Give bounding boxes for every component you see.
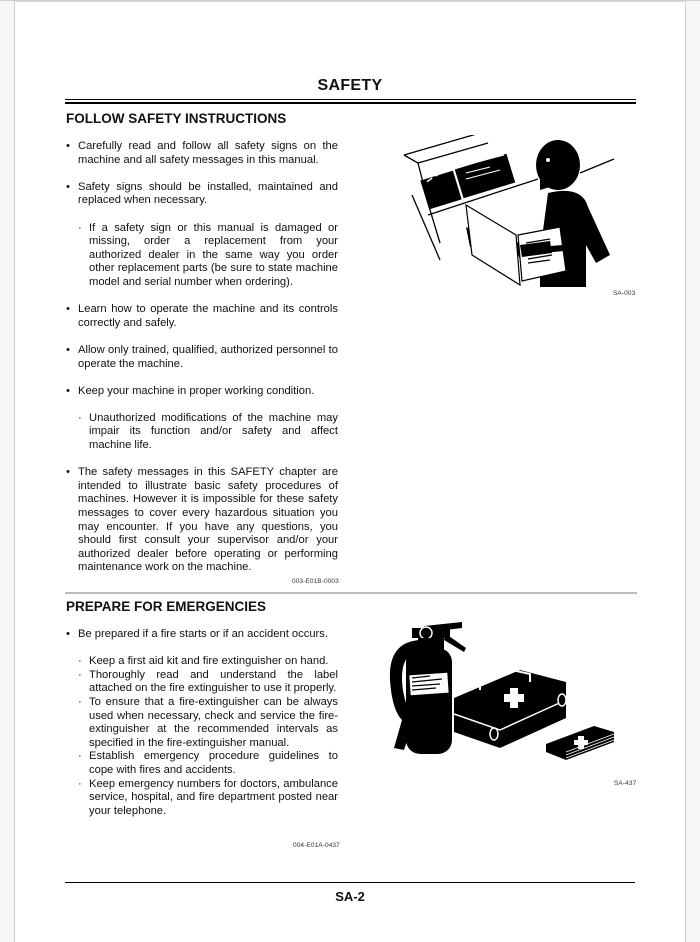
page-number: SA-2 [335,889,365,904]
list-subitem [66,655,338,669]
figure-label: SA-437 [614,780,637,787]
bullet-marker: • [66,466,70,479]
sub-marker: · [78,777,82,790]
list-subitem [66,750,338,777]
bullet-marker: • [66,303,70,316]
item-text: Keep your machine in proper working condition. [78,384,315,397]
sub-marker: · [78,668,82,681]
list-item [66,628,338,642]
item-text: Allow only trained, qualified, authorized personnel to operate the machine. [78,343,338,370]
safety-sign-icon [420,154,515,210]
bullet-marker: • [66,140,70,152]
section-heading-prepare-emergencies: PREPARE FOR EMERGENCIES [66,599,267,614]
item-text: Unauthorized modifications of the machine may impair its function and/or safety and affect machine life. [89,411,338,452]
list-item [66,466,338,575]
sub-marker: · [78,655,82,668]
doc-code: 004-E01A-0437 [293,842,340,849]
section-heading-follow-safety: FOLLOW SAFETY INSTRUCTIONS [66,111,287,126]
list-subitem [66,778,338,819]
section-1-text [66,140,338,575]
header-rule-thick [65,102,636,104]
list-subitem [66,222,338,290]
figure-label: SA-003 [613,290,636,297]
person-reading-manual-illustration [400,135,640,290]
list-subitem [66,412,338,453]
list-item [66,385,338,399]
item-text: Thoroughly read and understand the label attached on the fire extinguisher to use it properly. [89,668,338,695]
sub-marker: · [78,750,82,763]
item-text: Establish emergency procedure guidelines to cope with fires and accidents. [89,750,338,776]
sub-marker: · [78,695,82,708]
list-item [66,140,338,167]
item-text: To ensure that a fire-extinguisher can be always used when necessary, check and service the fire-extinguisher at the recommended intervals as specified in the fire-extinguisher manual. [89,695,338,749]
header-rule-thin [65,99,636,100]
item-text: Carefully read and follow all safety signs on the machine and all safety messages in this manual. [78,140,338,166]
list-subitem [66,696,338,750]
item-text: Keep emergency numbers for doctors, ambulance service, hospital, and fire department posted near your telephone. [89,777,338,817]
list-subitem [66,669,338,696]
section-2-text [66,628,338,818]
page-title: SAFETY [317,77,383,94]
bullet-marker: • [66,343,70,356]
doc-code: 003-E01B-0003 [292,578,339,585]
list-item [66,181,338,208]
footer-rule [65,882,635,883]
item-text: The safety messages in this SAFETY chapter are intended to illustrate basic safety procedures of machines. However it is impossible for these safety messages to cover every hazardous situation you may encounter. If you have any questions, you should first consult your supervisor and/or your authorized dealer before operating or performing maintenance work on the machine. [78,466,338,574]
item-text: Learn how to operate the machine and its controls correctly and safely. [78,303,338,329]
list-item [66,303,338,330]
bullet-marker: • [66,384,70,397]
bullet-marker: • [66,628,70,640]
section-divider [65,592,637,594]
list-item [66,344,338,371]
bullet-marker: • [66,180,70,193]
item-text: Safety signs should be installed, maintained and replaced when necessary. [78,180,338,207]
item-text: Be prepared if a fire starts or if an accident occurs. [78,628,328,640]
item-text: If a safety sign or this manual is damaged or missing, order a replacement from your authorized dealer in the same way you order other replacement parts (be sure to state machine model and serial number when ordering). [89,221,338,288]
fire-extinguisher-first-aid-illustration [380,620,640,765]
sub-marker: · [78,411,82,424]
item-text: Keep a first aid kit and fire extinguisher on hand. [89,655,329,668]
sub-marker: · [78,221,82,234]
